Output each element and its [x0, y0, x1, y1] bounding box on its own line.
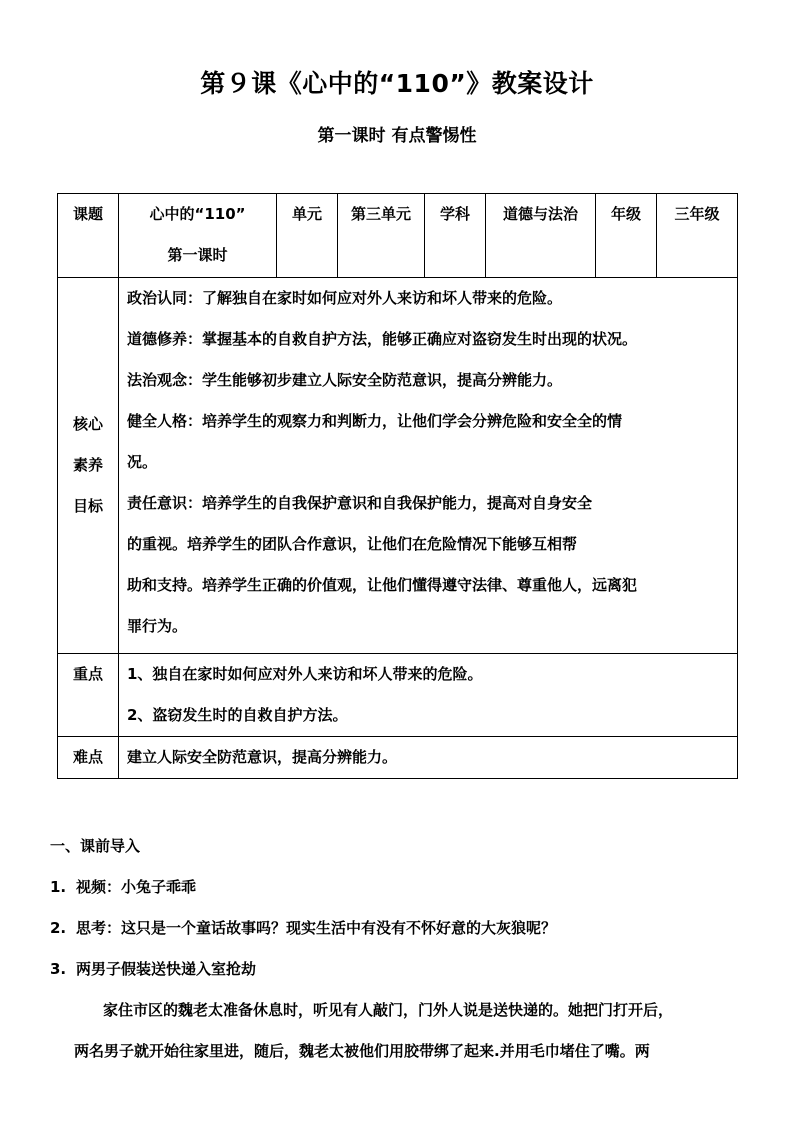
- difficulty-content: [119, 737, 738, 779]
- list-number: 1.: [50, 878, 67, 896]
- info-row: [58, 194, 738, 278]
- goal-line: 助和支持。培养学生正确的价值观，让他们懂得遵守法律、尊重他人，远离犯: [127, 576, 638, 594]
- unit-value: 第三单元: [338, 194, 425, 278]
- list-item: [50, 908, 770, 949]
- story-paragraph-line: 两名男子就开始往家里进，随后，魏老太被他们用胶带绑了起来.并用毛巾堵住了嘴。两: [74, 1042, 650, 1060]
- section-heading: 一、课前导入: [50, 837, 141, 855]
- grade-value: 三年级: [657, 194, 738, 278]
- difficulty-label: 难点: [58, 737, 119, 779]
- list-item: [50, 949, 770, 990]
- list-text: 视频：小兔子乖乖: [76, 878, 197, 896]
- page-title: 第９课《心中的“110”》教案设计: [200, 69, 594, 98]
- goals-label-3: 目标: [72, 497, 103, 515]
- goal-line: 道德修养：掌握基本的自救自护方法，能够正确应对盗窃发生时出现的状况。: [127, 330, 638, 348]
- topic-line-2: 第一课时: [167, 246, 228, 264]
- goals-content: [119, 278, 738, 654]
- list-number: 3.: [50, 960, 67, 978]
- key-point-line: 2、盗窃发生时的自救自护方法。: [127, 706, 348, 724]
- goals-label-2: 素养: [72, 456, 103, 474]
- goals-label: [58, 278, 119, 654]
- key-points-row: [58, 654, 738, 737]
- list-text: 两男子假装送快递入室抢劫: [76, 960, 257, 978]
- difficulty-text: 建立人际安全防范意识，提高分辨能力。: [127, 748, 398, 766]
- lesson-section: [50, 826, 770, 1072]
- goal-line: 的重视。培养学生的团队合作意识，让他们在危险情况下能够互相帮: [127, 535, 578, 553]
- difficulty-row: [58, 737, 738, 779]
- story-paragraph-line: 家住市区的魏老太准备休息时，听见有人敲门，门外人说是送快递的。她把门打开后，: [103, 1001, 674, 1019]
- topic-value: [119, 194, 277, 278]
- key-point-line: 1、独自在家时如何应对外人来访和坏人带来的危险。: [127, 665, 483, 683]
- goals-label-1: 核心: [72, 415, 103, 433]
- label-topic: 课题: [58, 194, 119, 278]
- list-item: [50, 867, 770, 908]
- key-points-label: 重点: [58, 654, 119, 737]
- goal-line: 罪行为。: [127, 617, 188, 635]
- list-number: 2.: [50, 919, 67, 937]
- subject-value: 道德与法治: [486, 194, 596, 278]
- label-subject: 学科: [425, 194, 486, 278]
- label-unit: 单元: [277, 194, 338, 278]
- list-text: 思考：这只是一个童话故事吗？现实生活中有没有不怀好意的大灰狼呢？: [76, 919, 557, 937]
- goal-line: 政治认同：了解独自在家时如何应对外人来访和坏人带来的危险。: [127, 289, 563, 307]
- topic-line-1: 心中的“110”: [149, 205, 246, 223]
- goals-row: [58, 278, 738, 654]
- goal-line: 健全人格：培养学生的观察力和判断力，让他们学会分辨危险和安全全的情: [127, 412, 623, 430]
- page-subtitle: 第一课时 有点警惕性: [317, 126, 477, 146]
- label-grade: 年级: [596, 194, 657, 278]
- key-points-content: [119, 654, 738, 737]
- goal-line: 况。: [127, 453, 158, 471]
- goal-line: 法治观念：学生能够初步建立人际安全防范意识，提高分辨能力。: [127, 371, 563, 389]
- lesson-plan-table: [57, 193, 738, 779]
- goal-line: 责任意识：培养学生的自我保护意识和自我保护能力，提高对自身安全: [127, 494, 593, 512]
